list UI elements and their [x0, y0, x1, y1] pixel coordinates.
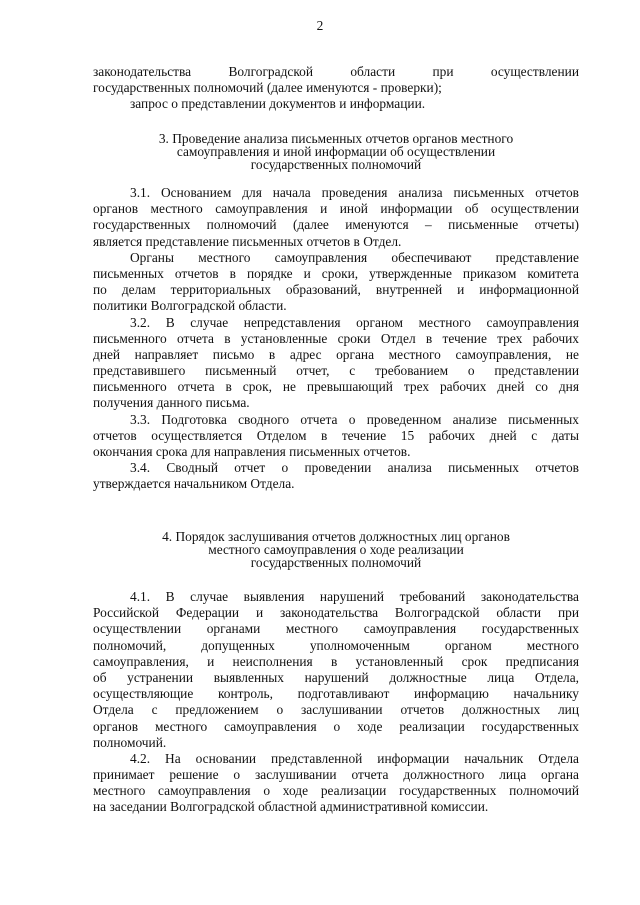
section-4-heading-line: 4. Порядок заслушивания отчетов должностных лиц органов: [162, 529, 510, 544]
section-3-line: представившего письменный отчет, с требованием о представлении: [93, 363, 579, 379]
section-3-line: политики Волгоградской области.: [93, 298, 287, 314]
section-4-line: полномочий, допущенных уполномоченным органом местного: [93, 637, 579, 653]
section-3-line: получения данного письма.: [93, 395, 250, 411]
section-3-line: письменного отчета в срок, не превышающий трех рабочих дней со дня: [93, 379, 579, 395]
section-3-heading-line: 3. Проведение анализа письменных отчетов органов местного: [158, 131, 514, 146]
section-3-line: окончания срока для направления письменных отчетов.: [93, 444, 411, 459]
section-3-heading-line: самоуправления и иной информации об осуществлении: [176, 144, 496, 160]
section-3-line: является представление письменных отчетов в Отдел.: [93, 233, 402, 249]
section-3-line: письменных отчетов в порядке и сроки, утвержденные приказом комитета: [93, 265, 579, 281]
section-4-line: Российской Федерации и законодательства Волгоградской области при: [93, 605, 579, 621]
section-3-line: по делам территориальных образований, внутренней и информационной: [93, 282, 579, 298]
section-4-heading: [93, 530, 579, 570]
section-3-line: утверждается начальником Отдела.: [93, 476, 295, 492]
section-3-line: 3.3. Подготовка сводного отчета о проведенном анализе письменных: [130, 411, 579, 427]
section-4-line: на заседании Волгоградской областной административной комиссии.: [93, 799, 489, 815]
section-3-line: 3.2. В случае непредставления органом местного самоуправления: [130, 314, 579, 330]
section-4-line: местного самоуправления о ходе реализации государственных полномочий: [93, 783, 579, 799]
section-4-line: 4.1. В случае выявления нарушений требований законодательства: [130, 589, 579, 604]
section-4-heading-line: местного самоуправления о ходе реализации: [208, 542, 464, 558]
section-3-line: дней направляет письмо в адрес органа местного самоуправления, не: [93, 346, 579, 362]
section-4-line: полномочий.: [93, 734, 167, 750]
section-4-heading-line: государственных полномочий: [250, 555, 422, 571]
section-3-line: органов местного самоуправления и иной информации об осуществлении: [93, 201, 579, 217]
intro-line: государственных полномочий (далее именуются - проверки);: [93, 80, 442, 96]
section-4-line: осуществляющие контроль, подготавливают информацию начальнику: [93, 686, 579, 702]
section-3-body: [93, 185, 579, 493]
section-4-line: осуществлении органами местного самоуправления государственных: [93, 621, 579, 637]
section-3-line: 3.4. Сводный отчет о проведении анализа письменных отчетов: [130, 460, 579, 476]
section-3-line: отчетов осуществляется Отделом в течение 15 рабочих дней с даты: [93, 427, 579, 443]
section-4-line: самоуправления, и неисполнения в установленный срок предписания: [93, 653, 579, 669]
section-3-line: письменного отчета в установленные сроки Отдел в течение трех рабочих: [93, 330, 579, 346]
section-4-line: принимает решение о заслушивании отчета должностного лица органа: [93, 767, 579, 783]
intro-line: запрос о представлении документов и информации.: [130, 96, 426, 112]
section-4-body: [93, 589, 579, 816]
page-number: 2: [316, 18, 324, 33]
section-4-line: Отдела с предложением о заслушивании отчетов должностных лиц: [93, 702, 579, 718]
section-3-heading: [93, 132, 579, 172]
section-3-heading-line: государственных полномочий: [250, 157, 422, 173]
section-4-line: органов местного самоуправления о ходе реализации государственных: [93, 718, 579, 734]
section-3-line: 3.1. Основанием для начала проведения анализа письменных отчетов: [130, 185, 579, 200]
intro-line: законодательства Волгоградской области при осуществлении: [93, 64, 579, 79]
section-4-line: об устранении выявленных нарушений должностные лица Отдела,: [93, 669, 579, 685]
section-3-line: государственных полномочий (далее именуются – письменные отчеты): [93, 217, 579, 233]
intro-paragraphs: [93, 64, 579, 113]
section-4-line: 4.2. На основании представленной информации начальник Отдела: [130, 750, 579, 766]
section-3-line: Органы местного самоуправления обеспечивают представление: [130, 249, 579, 265]
